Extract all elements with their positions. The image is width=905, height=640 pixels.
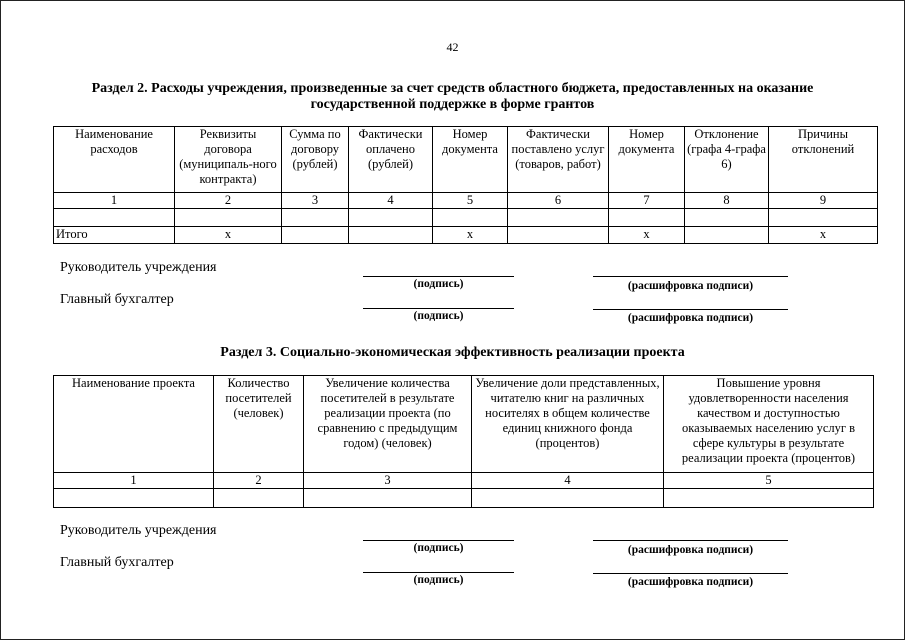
signature-caption: (подпись) [413, 310, 464, 322]
total-label: Итого [54, 227, 175, 244]
number-cell: 3 [282, 193, 349, 209]
signature-caption: (подпись) [413, 278, 464, 290]
signature-decode-caption: (расшифровка подписи) [627, 280, 754, 292]
section3-header-row [54, 376, 874, 473]
number-cell: 1 [54, 193, 175, 209]
total-cell [685, 227, 769, 244]
signature-decode-caption: (расшифровка подписи) [627, 544, 754, 556]
header-cell: Наименование расходов [54, 127, 175, 193]
header-cell: Фактически оплачено (рублей) [349, 127, 433, 193]
number-cell: 7 [609, 193, 685, 209]
total-cell [508, 227, 609, 244]
section2-number-row [54, 193, 878, 209]
chief-accountant-label: Главный бухгалтер [60, 555, 174, 570]
section2-title-line2: государственной поддержке в форме грантов [310, 97, 595, 112]
total-cell [282, 227, 349, 244]
signature-caption: (подпись) [413, 542, 464, 554]
header-cell: Реквизиты договора (муниципаль-ного контракта) [175, 127, 282, 193]
signature-line [363, 308, 514, 309]
section3-empty-row [54, 489, 874, 508]
chief-accountant-label: Главный бухгалтер [60, 292, 174, 307]
section2-header-row [54, 127, 878, 193]
number-cell: 1 [54, 473, 214, 489]
header-cell: Увеличение доли представленных, читателю книг на различных носителях в общем количестве единиц книжного фонда (процентов) [472, 376, 664, 473]
header-cell: Фактически поставлено услуг (товаров, работ) [508, 127, 609, 193]
head-of-institution-label: Руководитель учреждения [60, 260, 217, 275]
number-cell: 8 [685, 193, 769, 209]
signature-decode-line [593, 309, 788, 310]
section3-title: Раздел 3. Социально-экономическая эффективность реализации проекта [220, 345, 685, 360]
number-cell: 2 [175, 193, 282, 209]
signature-decode-caption: (расшифровка подписи) [627, 576, 754, 588]
signature-caption: (подпись) [413, 574, 464, 586]
section3-table [53, 375, 874, 508]
signature-line [363, 540, 514, 541]
total-cell: x [175, 227, 282, 244]
number-cell: 2 [214, 473, 304, 489]
head-of-institution-label: Руководитель учреждения [60, 523, 217, 538]
signature-decode-line [593, 573, 788, 574]
header-cell: Номер документа [433, 127, 508, 193]
signature-line [363, 276, 514, 277]
number-cell: 4 [349, 193, 433, 209]
section2-empty-row [54, 209, 878, 227]
section2-total-row [54, 227, 878, 244]
number-cell: 4 [472, 473, 664, 489]
number-cell: 6 [508, 193, 609, 209]
signature-decode-caption: (расшифровка подписи) [627, 312, 754, 324]
number-cell: 5 [664, 473, 874, 489]
header-cell: Повышение уровня удовлетворенности населения качеством и доступностью оказываемых населению услуг в сфере культуры в результате реализации проекта (процентов) [664, 376, 874, 473]
header-cell: Сумма по договору (рублей) [282, 127, 349, 193]
section2-title-line1: Раздел 2. Расходы учреждения, произведенные за счет средств областного бюджета, предоставленных на оказание [91, 81, 814, 96]
signature-line [363, 572, 514, 573]
section2-table [53, 126, 878, 244]
total-cell: x [433, 227, 508, 244]
header-cell: Количество посетителей (человек) [214, 376, 304, 473]
header-cell: Увеличение количества посетителей в результате реализации проекта (по сравнению с предыдущим годом) (человек) [304, 376, 472, 473]
total-cell: x [609, 227, 685, 244]
header-cell: Отклонение (графа 4-графа 6) [685, 127, 769, 193]
header-cell: Номер документа [609, 127, 685, 193]
signature-decode-line [593, 540, 788, 541]
number-cell: 5 [433, 193, 508, 209]
page-number: 42 [446, 40, 459, 54]
header-cell: Причины отклонений [769, 127, 878, 193]
number-cell: 3 [304, 473, 472, 489]
number-cell: 9 [769, 193, 878, 209]
signature-decode-line [593, 276, 788, 277]
section3-number-row [54, 473, 874, 489]
header-cell: Наименование проекта [54, 376, 214, 473]
total-cell [349, 227, 433, 244]
total-cell: x [769, 227, 878, 244]
